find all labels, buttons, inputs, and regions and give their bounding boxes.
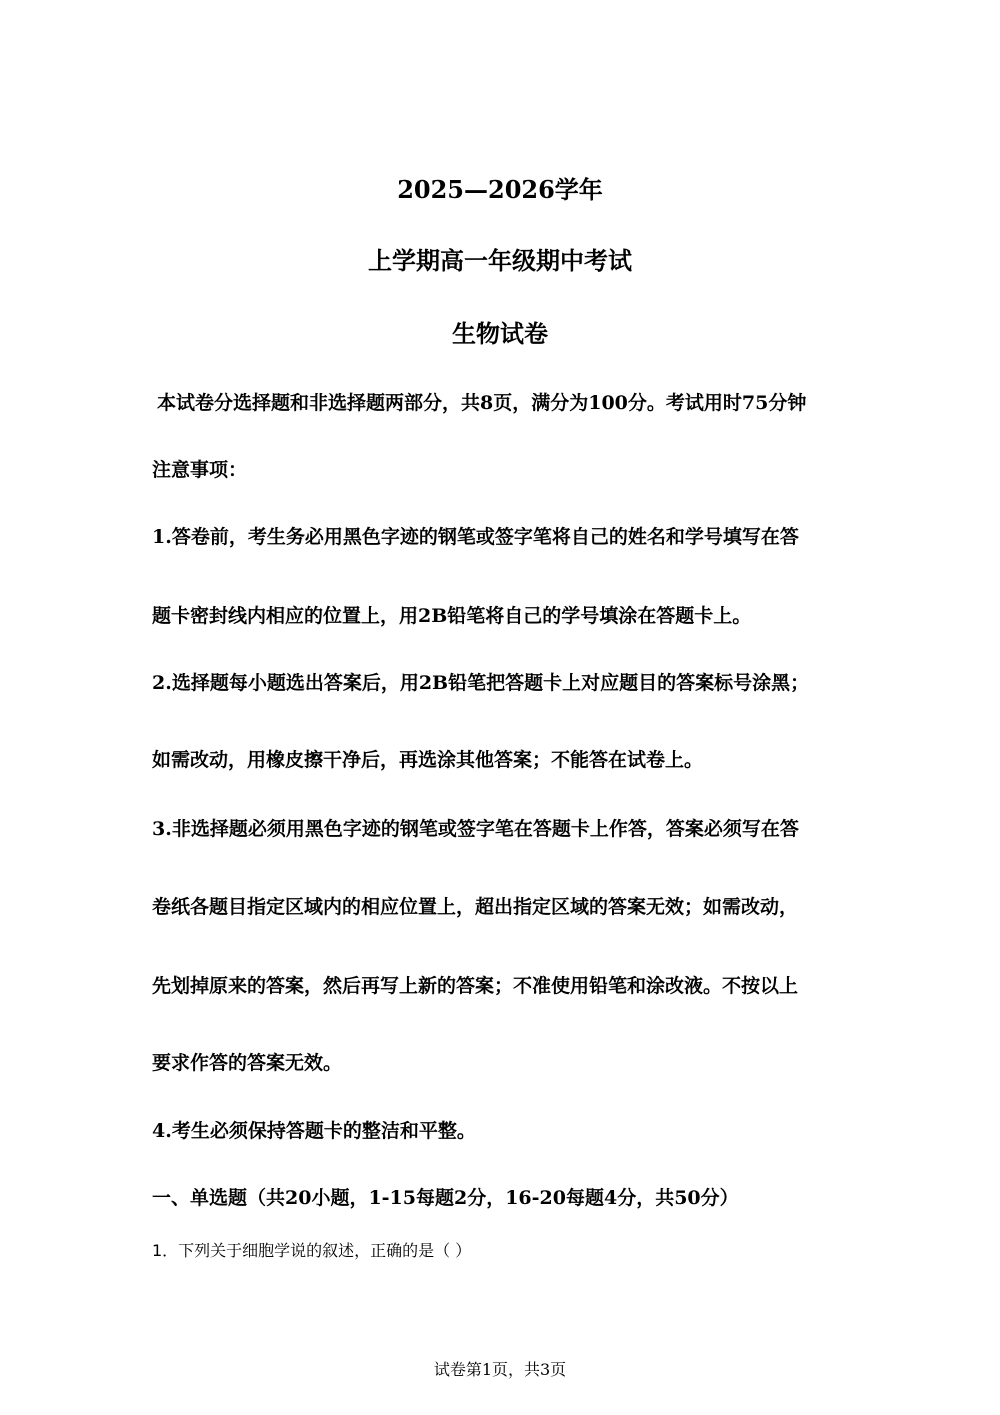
question-item: 1．下列关于细胞学说的叙述，正确的是（ ） (152, 1241, 472, 1260)
notes-heading: 注意事项： (152, 459, 248, 481)
section-title: 一、单选题（共20小题，1-15每题2分，16-20每题4分，共50分） (152, 1187, 739, 1209)
note-line: 4.考生必须保持答题卡的整洁和平整。 (152, 1120, 476, 1142)
note-line: 要求作答的答案无效。 (152, 1052, 343, 1074)
note-line: 1.答卷前，考生务必用黑色字迹的钢笔或签字笔将自己的姓名和学号填写在答 (152, 526, 799, 548)
subject-title: 生物试卷 (452, 319, 548, 348)
note-line: 先划掉原来的答案，然后再写上新的答案；不准使用铅笔和涂改液。不按以上 (152, 975, 799, 997)
exam-title: 上学期高一年级期中考试 (368, 246, 632, 275)
note-line: 2.选择题每小题选出答案后，用2B铅笔把答题卡上对应题目的答案标号涂黑； (152, 672, 810, 694)
note-line: 如需改动，用橡皮擦干净后，再选涂其他答案；不能答在试卷上。 (152, 749, 704, 771)
note-line: 卷纸各题目指定区域内的相应位置上，超出指定区域的答案无效；如需改动， (152, 896, 799, 918)
exam-intro: 本试卷分选择题和非选择题两部分，共8页，满分为100分。考试用时75分钟 (157, 392, 807, 414)
note-line: 题卡密封线内相应的位置上，用2B铅笔将自己的学号填涂在答题卡上。 (152, 605, 752, 627)
note-line: 3.非选择题必须用黑色字迹的钢笔或签字笔在答题卡上作答，答案必须写在答 (152, 818, 799, 840)
page-footer: 试卷第1页，共3页 (433, 1360, 567, 1379)
school-year-title: 2025—2026学年 (397, 175, 603, 204)
